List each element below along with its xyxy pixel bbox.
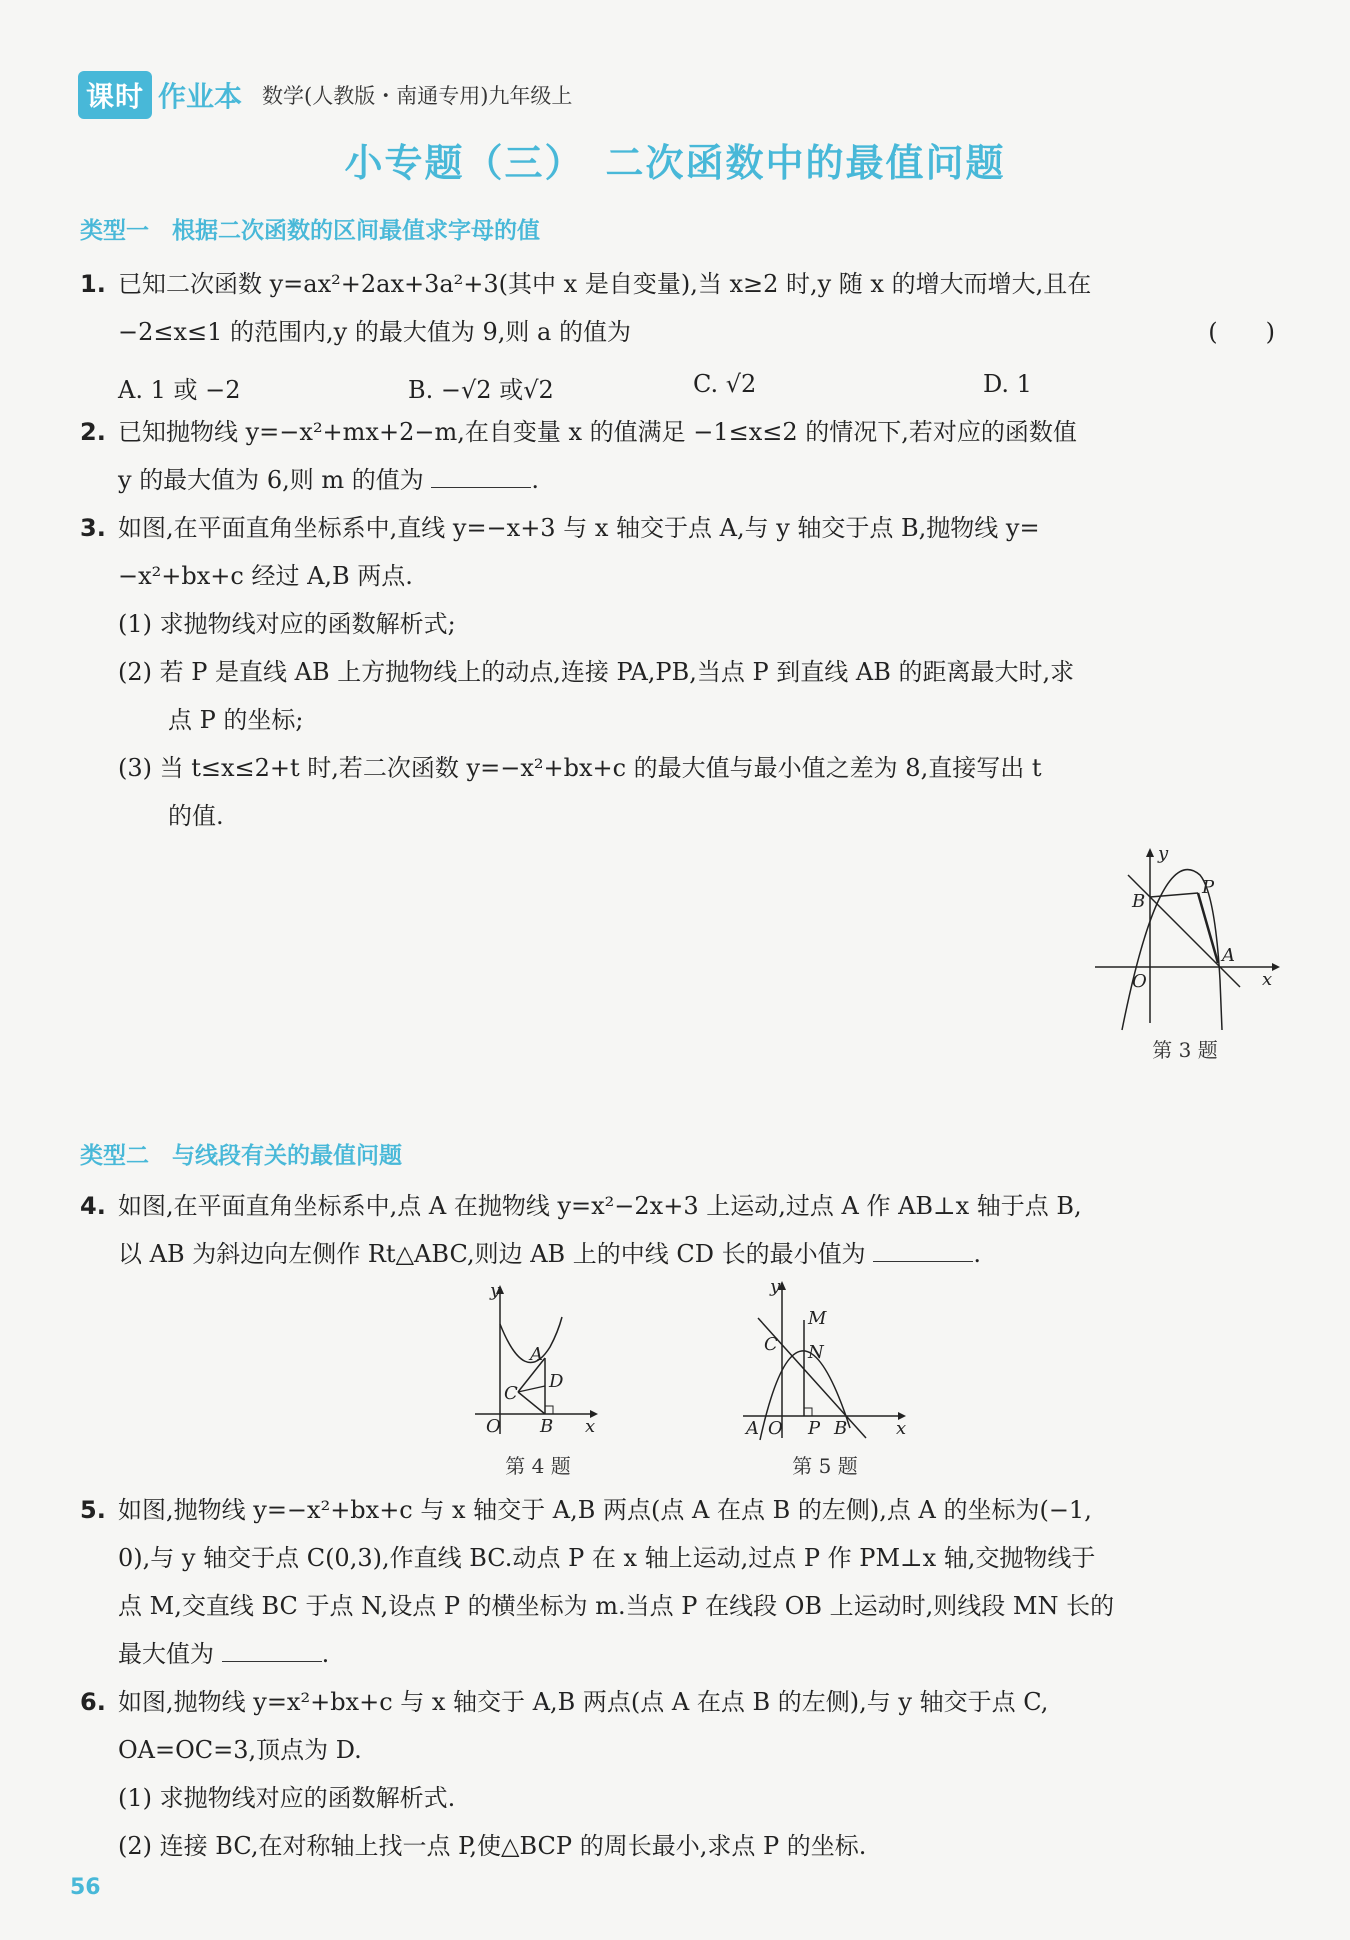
question-text: y 的最大值为 6,则 m 的值为 (118, 466, 424, 494)
page-title: 小专题（三） 二次函数中的最值问题 (344, 140, 1006, 185)
sub-question-2-cont: 点 P 的坐标; (168, 706, 304, 734)
question-number: 4. (80, 1192, 106, 1220)
option-b: B. −√2 或√2 (408, 376, 554, 404)
question-number: 5. (80, 1496, 106, 1524)
x-axis-arrow (1272, 963, 1280, 971)
page-number: 56 (70, 1875, 101, 1900)
label-x: x (585, 1416, 596, 1437)
question-2 (80, 408, 1275, 504)
label-b: B (834, 1418, 848, 1439)
label-o: O (486, 1416, 501, 1437)
label-n: N (808, 1342, 824, 1363)
question-text-line (118, 1630, 1275, 1678)
label-b: B (1132, 891, 1146, 912)
segment-pb (1150, 893, 1198, 897)
label-y: y (770, 1278, 781, 1297)
question-text-line: 如图,抛物线 y=−x²+bx+c 与 x 轴交于 A,B 两点(点 A 在点 B 的左侧),点 A 的坐标为(−1, (118, 1496, 1092, 1524)
option-c: C. √2 (693, 370, 757, 398)
question-text-line: 已知二次函数 y=ax²+2ax+3a²+3(其中 x 是自变量),当 x≥2 时,y 随 x 的增大而增大,且在 (118, 270, 1092, 298)
question-3 (80, 504, 1275, 840)
question-text-line: 0),与 y 轴交于点 C(0,3),作直线 BC.动点 P 在 x 轴上运动,过点 P 作 PM⊥x 轴,交抛物线于 (118, 1544, 1096, 1572)
question-number: 2. (80, 418, 106, 446)
label-b: B (540, 1416, 554, 1437)
figure-4-graph (470, 1282, 605, 1442)
section-heading-2: 类型二 与线段有关的最值问题 (80, 1143, 402, 1169)
sub-question-1: (1) 求抛物线对应的函数解析式; (118, 610, 456, 638)
label-y: y (1158, 845, 1169, 864)
question-text-line: 如图,抛物线 y=x²+bx+c 与 x 轴交于 A,B 两点(点 A 在点 B 的左侧),与 y 轴交于点 C, (118, 1688, 1049, 1716)
period: . (531, 466, 540, 494)
label-d: D (549, 1371, 564, 1392)
answer-blank (873, 1237, 973, 1262)
right-angle-mark (804, 1408, 812, 1416)
right-angle-mark (545, 1406, 553, 1414)
question-text-line: −2≤x≤1 的范围内,y 的最大值为 9,则 a 的值为 (118, 318, 631, 346)
question-number: 3. (80, 514, 106, 542)
question-text-line: −x²+bx+c 经过 A,B 两点. (118, 562, 413, 590)
label-p: P (1202, 877, 1215, 898)
question-text-line: 如图,在平面直角坐标系中,点 A 在抛物线 y=x²−2x+3 上运动,过点 A 作 AB⊥x 轴于点 B, (118, 1192, 1082, 1220)
option-a: A. 1 或 −2 (118, 376, 241, 404)
question-text: 以 AB 为斜边向左侧作 Rt△ABC,则边 AB 上的中线 CD 长的最小值为 (118, 1240, 866, 1268)
brand-suffix: 作业本 (158, 80, 243, 113)
label-x: x (1262, 969, 1273, 990)
label-p: P (808, 1418, 821, 1439)
option-d: D. 1 (983, 370, 1032, 398)
figure-5-caption: 第 5 题 (792, 1454, 858, 1478)
page-header (78, 70, 572, 120)
brand-logo: 课时 (78, 71, 152, 119)
label-x: x (896, 1418, 907, 1439)
question-text-line: 如图,在平面直角坐标系中,直线 y=−x+3 与 x 轴交于点 A,与 y 轴交于点 B,抛物线 y= (118, 514, 1040, 542)
period: . (973, 1240, 981, 1268)
label-m: M (808, 1308, 827, 1329)
question-5 (80, 1486, 1275, 1678)
question-number: 6. (80, 1688, 106, 1716)
label-o: O (768, 1418, 783, 1439)
label-a: A (1222, 945, 1235, 966)
question-6 (80, 1678, 1275, 1870)
figure-5-graph (738, 1278, 913, 1443)
sub-question-2: (2) 连接 BC,在对称轴上找一点 P,使△BCP 的周长最小,求点 P 的坐标. (118, 1832, 867, 1860)
section-heading-1: 类型一 根据二次函数的区间最值求字母的值 (80, 218, 540, 244)
figure-4-caption: 第 4 题 (505, 1454, 571, 1478)
label-o: O (1132, 971, 1147, 992)
question-text: 最大值为 (118, 1640, 214, 1668)
label-a: A (746, 1418, 759, 1439)
question-1 (80, 260, 1275, 356)
y-axis-arrow (1146, 848, 1154, 857)
segment-bc (518, 1392, 545, 1414)
question-4 (80, 1182, 1275, 1278)
label-c: C (504, 1383, 518, 1404)
answer-blank (431, 463, 531, 488)
label-a: A (530, 1344, 543, 1365)
sub-question-3-cont: 的值. (168, 802, 224, 830)
answer-blank (222, 1637, 322, 1662)
figure-3-graph (1090, 845, 1280, 1035)
figure-3-caption: 第 3 题 (1152, 1038, 1218, 1062)
subject-label: 数学(人教版・南通专用)九年级上 (262, 84, 573, 108)
period: . (321, 1640, 330, 1668)
label-c: C (764, 1334, 778, 1355)
question-text-line: 已知抛物线 y=−x²+mx+2−m,在自变量 x 的值满足 −1≤x≤2 的情况下,若对应的函数值 (118, 418, 1077, 446)
question-text-line: 点 M,交直线 BC 于点 N,设点 P 的横坐标为 m.当点 P 在线段 OB 上运动时,则线段 MN 长的 (118, 1592, 1115, 1620)
question-text-line (118, 1230, 1275, 1278)
question-text-line (118, 456, 1275, 504)
question-number: 1. (80, 270, 106, 298)
sub-question-2: (2) 若 P 是直线 AB 上方抛物线上的动点,连接 PA,PB,当点 P 到直线 AB 的距离最大时,求 (118, 658, 1075, 686)
sub-question-3: (3) 当 t≤x≤2+t 时,若二次函数 y=−x²+bx+c 的最大值与最小值之差为 8,直接写出 t (118, 754, 1042, 782)
sub-question-1: (1) 求抛物线对应的函数解析式. (118, 1784, 456, 1812)
label-y: y (490, 1282, 501, 1301)
question-text-line: OA=OC=3,顶点为 D. (118, 1736, 362, 1764)
answer-parentheses: ( ) (1208, 318, 1275, 346)
